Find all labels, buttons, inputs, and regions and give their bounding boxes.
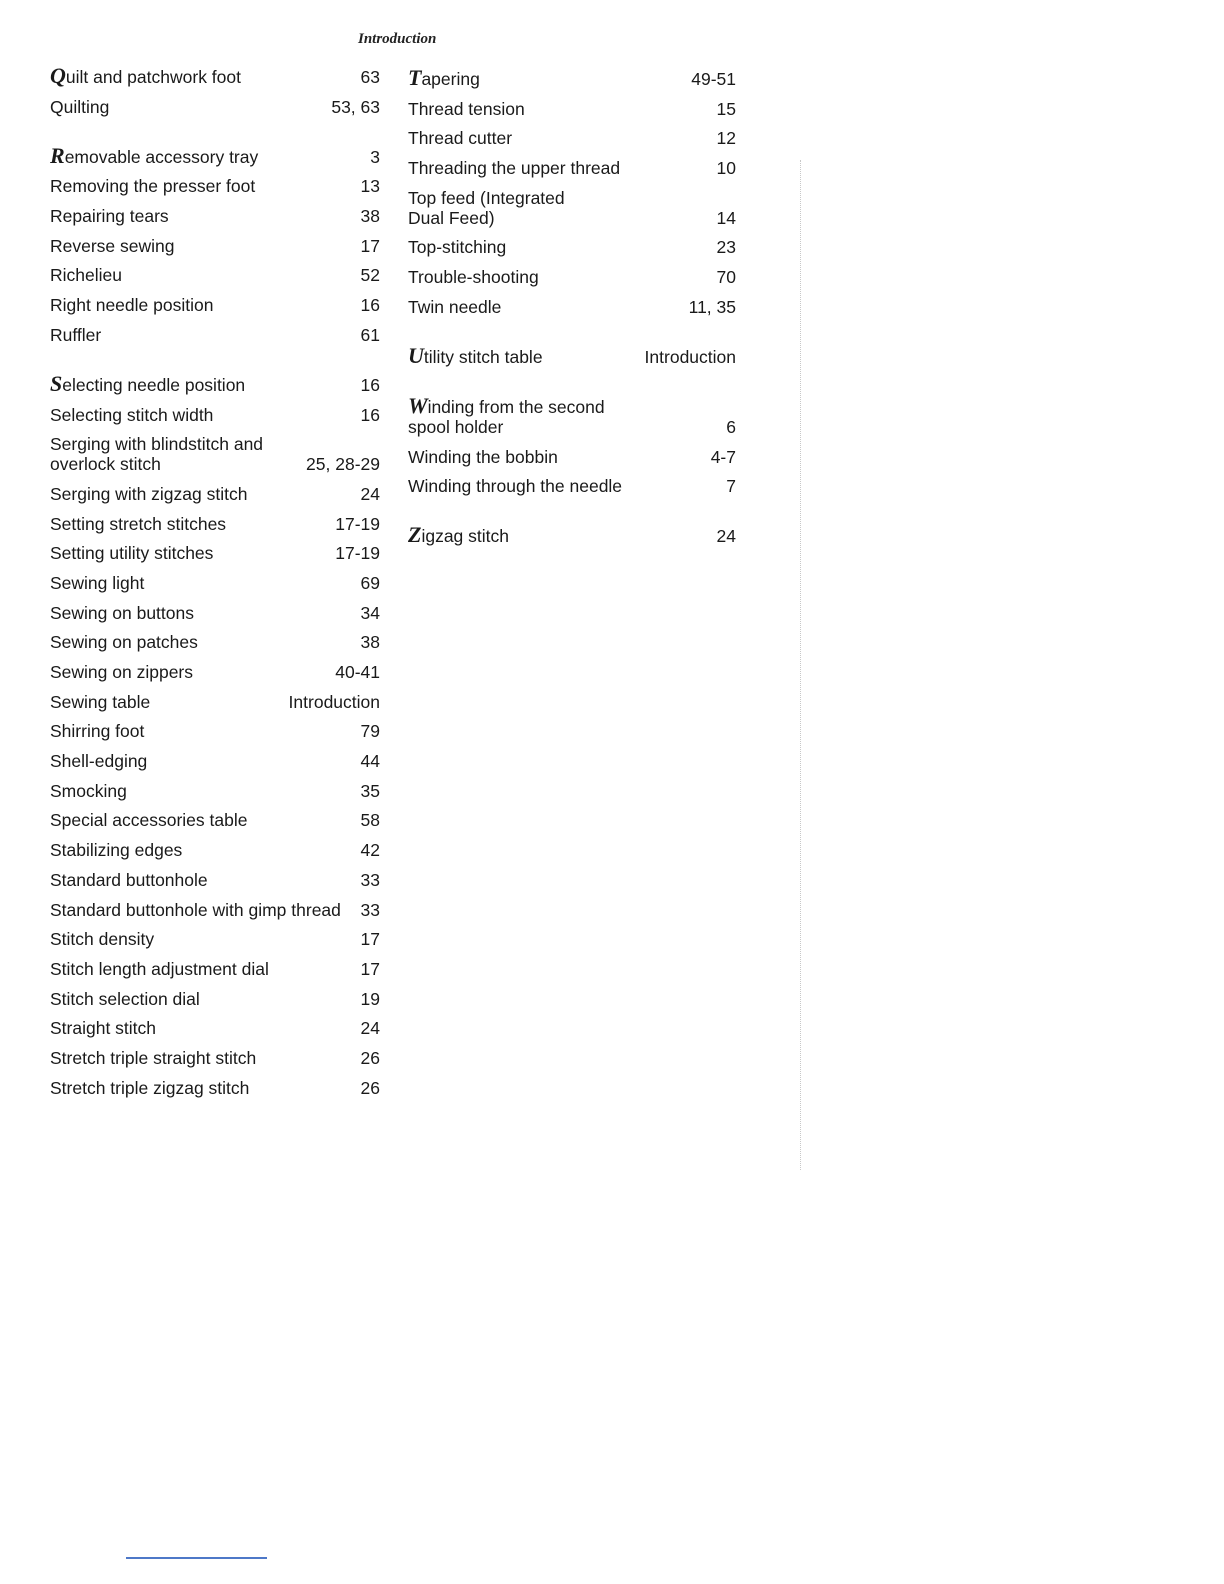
index-page-ref: 16	[360, 295, 380, 316]
index-term-text: Standard buttonhole with gimp thread	[50, 899, 341, 920]
index-page-ref: 26	[360, 1047, 380, 1068]
index-entry	[50, 810, 380, 830]
index-entry	[408, 188, 736, 228]
index-entry	[50, 265, 380, 285]
index-entry	[50, 1078, 380, 1098]
index-page-ref: 69	[360, 572, 380, 593]
index-page-ref: 15	[716, 98, 736, 119]
index-entry	[408, 65, 736, 90]
index-page-ref: 24	[716, 526, 736, 547]
index-page-ref: 7	[726, 476, 736, 497]
index-entry	[50, 434, 380, 474]
index-entry	[408, 342, 736, 368]
index-column-right	[408, 65, 736, 575]
index-entry	[50, 176, 380, 196]
index-term	[50, 662, 193, 682]
index-page-ref: 17	[360, 958, 380, 979]
index-entry	[50, 573, 380, 593]
index-entry	[50, 900, 380, 920]
index-entry	[50, 989, 380, 1009]
index-entry	[50, 840, 380, 860]
index-entry	[50, 206, 380, 226]
index-term	[408, 447, 558, 467]
index-term-text: Top feed (Integrated Dual Feed)	[408, 187, 565, 228]
index-term-text: tility stitch table	[423, 346, 543, 367]
index-term	[408, 476, 622, 496]
index-page-ref: 24	[360, 1018, 380, 1039]
index-group-u	[408, 342, 736, 368]
index-initial-letter: S	[50, 370, 63, 396]
index-term-text: Richelieu	[50, 265, 122, 286]
index-entry	[50, 751, 380, 771]
index-term	[408, 158, 620, 178]
index-term-text: Trouble-shooting	[408, 267, 539, 288]
index-page-ref: 10	[716, 158, 736, 179]
index-term-text: Quilting	[50, 96, 110, 117]
index-term-text: Setting stretch stitches	[50, 513, 227, 534]
index-term-text: Setting utility stitches	[50, 543, 214, 564]
index-term	[50, 434, 263, 474]
index-term	[50, 236, 175, 256]
index-entry	[50, 325, 380, 345]
index-initial-letter: Z	[408, 522, 422, 548]
index-entry	[50, 484, 380, 504]
index-term	[408, 267, 539, 287]
index-page-ref: 33	[360, 899, 380, 920]
index-term	[50, 900, 341, 920]
index-term-text: Stretch triple zigzag stitch	[50, 1077, 250, 1098]
index-entry	[408, 99, 736, 119]
index-term-text: Serging with zigzag stitch	[50, 483, 248, 504]
index-term-text: Sewing table	[50, 691, 151, 712]
index-entry	[50, 662, 380, 682]
index-entry	[50, 632, 380, 652]
index-entry	[50, 295, 380, 315]
index-page-ref: 26	[360, 1077, 380, 1098]
index-page-ref: 13	[360, 176, 380, 197]
index-term-text: Sewing on patches	[50, 632, 198, 653]
index-term-text: Serging with blindstitch and overlock stitch	[50, 434, 264, 475]
index-page-ref: 17-19	[335, 543, 380, 564]
index-entry	[408, 237, 736, 257]
index-page-ref: 12	[716, 128, 736, 149]
index-term	[50, 370, 246, 396]
index-term-text: Stitch density	[50, 929, 155, 950]
index-entry	[50, 1018, 380, 1038]
index-term-text: Sewing light	[50, 572, 145, 593]
index-term	[50, 810, 247, 830]
index-term-text: Smocking	[50, 780, 127, 801]
index-term-text: Sewing on zippers	[50, 662, 193, 682]
index-page-ref: 25, 28-29	[306, 454, 380, 475]
index-term	[50, 840, 182, 860]
index-term	[408, 522, 509, 548]
index-term-text: Removing the presser foot	[50, 176, 256, 197]
index-term	[50, 959, 269, 979]
index-term-text: Threading the upper thread	[408, 158, 621, 179]
index-term	[50, 573, 144, 593]
index-page-ref: 40-41	[335, 662, 380, 682]
index-page-ref: 38	[360, 206, 380, 227]
index-term-text: Special accessories table	[50, 810, 248, 831]
index-entry	[408, 297, 736, 317]
index-term	[50, 1078, 249, 1098]
index-group-s	[50, 370, 380, 1098]
index-entry	[408, 522, 736, 548]
index-term	[50, 97, 109, 117]
index-term-text: Stretch triple straight stitch	[50, 1047, 257, 1068]
index-page-ref: 70	[716, 267, 736, 288]
index-initial-letter: U	[408, 342, 424, 368]
index-term	[408, 297, 501, 317]
index-term	[50, 63, 241, 88]
index-term	[50, 176, 255, 196]
index-initial-letter: R	[50, 142, 65, 168]
index-entry	[50, 721, 380, 741]
index-term	[50, 781, 127, 801]
index-page-ref: 38	[360, 632, 380, 653]
index-term	[50, 265, 122, 285]
index-term	[408, 342, 543, 368]
index-term	[408, 128, 512, 148]
index-group-w	[408, 392, 736, 497]
index-term	[50, 206, 169, 226]
index-group-t	[408, 65, 736, 317]
index-term	[50, 721, 144, 741]
index-initial-letter: Q	[50, 63, 66, 88]
index-page-ref: 14	[716, 207, 736, 228]
index-page-ref: 17	[360, 929, 380, 950]
index-page-ref: 63	[360, 67, 380, 87]
index-term	[408, 188, 565, 228]
index-term-text: Stabilizing edges	[50, 840, 183, 861]
index-entry	[50, 97, 380, 117]
index-page-ref: 34	[360, 602, 380, 623]
index-term-text: uilt and patchwork foot	[65, 67, 241, 87]
index-entry	[50, 370, 380, 396]
footer-rule	[126, 1557, 267, 1559]
index-page-ref: 4-7	[710, 446, 736, 467]
index-term	[50, 1018, 156, 1038]
scan-edge-artifact	[800, 160, 807, 1170]
index-page-ref: 52	[360, 265, 380, 286]
index-term-text: igzag stitch	[421, 526, 509, 547]
index-term	[50, 692, 150, 712]
index-term-text: Shell-edging	[50, 751, 148, 772]
index-term	[408, 65, 480, 90]
index-term-text: Standard buttonhole	[50, 869, 208, 890]
index-term-text: Ruffler	[50, 324, 102, 345]
index-page-ref: Introduction	[288, 691, 380, 712]
index-term	[408, 392, 605, 437]
index-term	[50, 295, 213, 315]
index-page-ref: 42	[360, 840, 380, 861]
index-page-ref: 58	[360, 810, 380, 831]
index-entry	[50, 405, 380, 425]
index-page-ref: 6	[726, 416, 736, 437]
index-group-q	[50, 63, 380, 117]
index-column-left	[50, 63, 380, 1127]
index-entry	[50, 870, 380, 890]
index-initial-letter: W	[408, 392, 428, 418]
index-group-z	[408, 522, 736, 548]
index-page-ref: 16	[360, 374, 380, 395]
index-page-ref: 3	[370, 146, 380, 167]
index-page-ref: 24	[360, 483, 380, 504]
index-entry	[408, 447, 736, 467]
index-page-ref: 44	[360, 751, 380, 772]
index-term	[50, 484, 247, 504]
index-term	[50, 514, 226, 534]
index-entry	[50, 514, 380, 534]
index-entry	[50, 142, 380, 168]
index-page-ref: 17	[360, 235, 380, 256]
index-group-r	[50, 142, 380, 345]
index-term	[50, 405, 213, 425]
index-entry	[50, 543, 380, 563]
index-entry	[50, 236, 380, 256]
index-term-text: Shirring foot	[50, 721, 145, 742]
index-entry	[50, 692, 380, 712]
index-term-text: Selecting stitch width	[50, 404, 214, 425]
index-term	[50, 1048, 256, 1068]
index-term-text: apering	[421, 69, 480, 89]
index-page-ref: 17-19	[335, 513, 380, 534]
index-term-text: emovable accessory tray	[64, 146, 259, 167]
index-term	[50, 989, 200, 1009]
index-term-text: Reverse sewing	[50, 235, 175, 256]
index-page-ref: 16	[360, 404, 380, 425]
page-header: Introduction	[358, 31, 437, 47]
index-page-ref: 11, 35	[688, 296, 736, 317]
index-page-ref: Introduction	[644, 346, 736, 367]
index-term	[50, 929, 154, 949]
index-entry	[50, 63, 380, 88]
index-entry	[50, 959, 380, 979]
index-entry	[408, 476, 736, 496]
index-term-text: Winding the bobbin	[408, 446, 558, 467]
index-entry	[50, 1048, 380, 1068]
index-term-text: Stitch selection dial	[50, 988, 200, 1009]
index-entry	[408, 158, 736, 178]
index-term-text: inding from the second spool holder	[408, 396, 605, 437]
index-term	[50, 142, 259, 168]
index-entry	[408, 392, 736, 437]
index-term	[50, 543, 213, 563]
index-page-ref: 35	[360, 780, 380, 801]
index-page-ref: 79	[360, 721, 380, 742]
index-term	[50, 632, 198, 652]
index-term	[50, 870, 208, 890]
index-term-text: Winding through the needle	[408, 476, 623, 497]
index-term-text: Twin needle	[408, 296, 502, 317]
index-entry	[408, 128, 736, 148]
index-entry	[50, 781, 380, 801]
index-initial-letter: T	[408, 65, 422, 90]
index-term-text: Thread cutter	[408, 128, 513, 149]
index-term-text: Repairing tears	[50, 206, 169, 227]
index-page-ref: 33	[360, 869, 380, 890]
index-term-text: Top-stitching	[408, 237, 507, 258]
index-entry	[408, 267, 736, 287]
index-term	[50, 751, 147, 771]
index-term	[408, 237, 506, 257]
index-term-text: Thread tension	[408, 98, 525, 119]
index-entry	[50, 603, 380, 623]
index-term-text: Straight stitch	[50, 1018, 157, 1039]
index-page-ref: 49-51	[691, 69, 736, 89]
index-page-ref: 53, 63	[331, 96, 380, 117]
index-term	[408, 99, 525, 119]
index-page-ref: 19	[360, 988, 380, 1009]
index-entry	[50, 929, 380, 949]
index-term-text: electing needle position	[62, 374, 246, 395]
index-term	[50, 325, 101, 345]
index-page-ref: 61	[360, 324, 380, 345]
index-page-ref: 23	[716, 237, 736, 258]
index-term-text: Stitch length adjustment dial	[50, 958, 269, 979]
index-term	[50, 603, 194, 623]
index-term-text: Sewing on buttons	[50, 602, 194, 623]
index-term-text: Right needle position	[50, 295, 214, 316]
